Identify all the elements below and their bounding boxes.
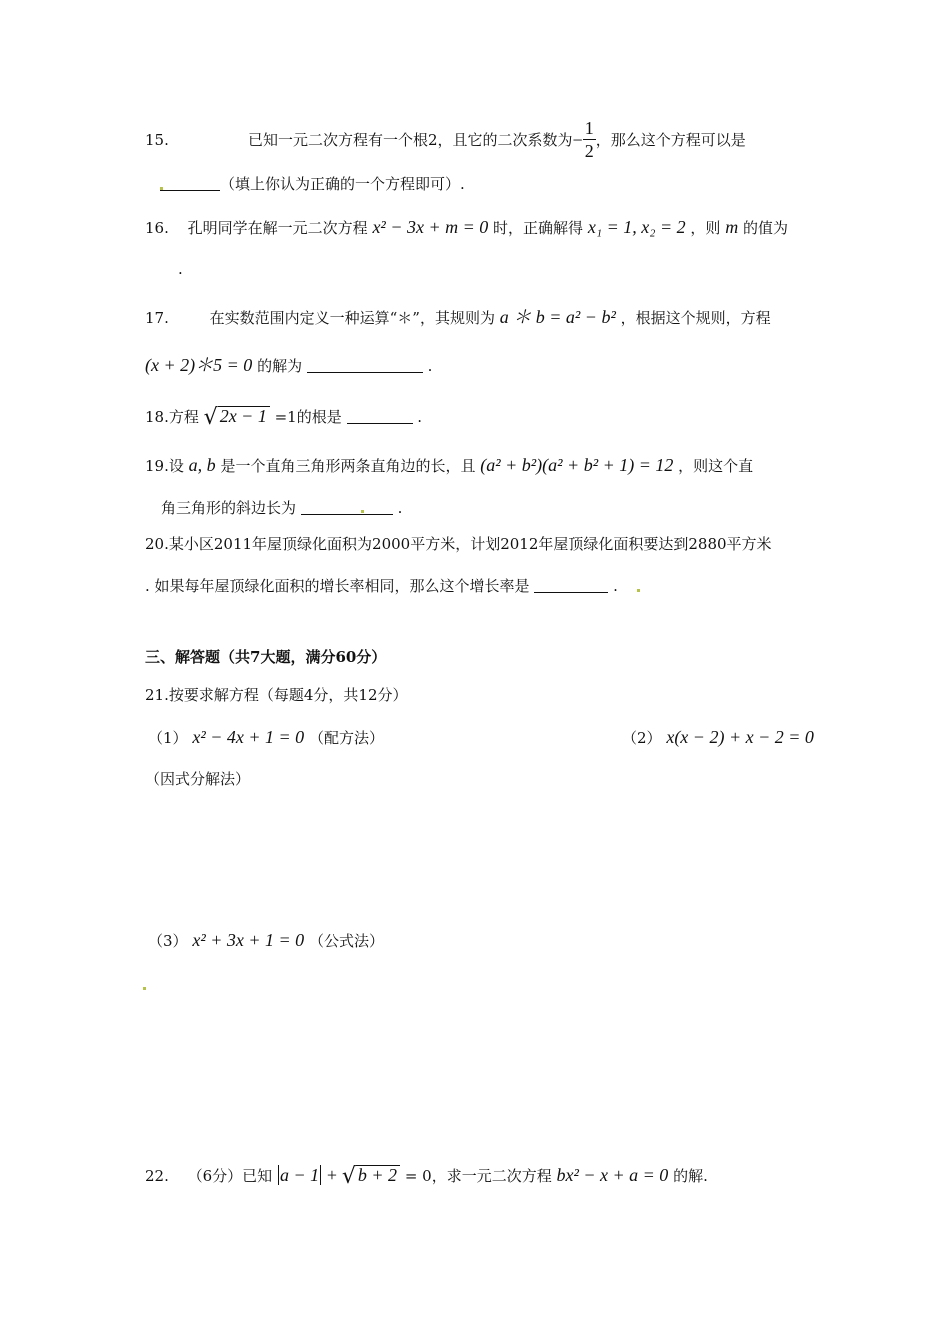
q21-p3-label: （3） [148,932,188,950]
q20-tail: . [613,577,618,595]
q18-tail: . [417,408,423,426]
q20-number: 20. [145,535,169,553]
q22-equation: bx² − x + a = 0 [556,1165,669,1185]
q19-text-a: 设 [168,457,184,475]
q16-line1 [145,218,788,236]
q15-line1 [248,118,746,162]
q16-text-b: 时，正确解得 [493,219,584,237]
decoration-dot [637,589,640,592]
q18-radicand: 2x − 1 [218,406,270,425]
q19-equation: (a² + b²)(a² + b² + 1) = 12 [480,455,674,475]
q20-text-b: . 如果每年屋顶绿化面积的增长率相同，那么这个增长率是 [145,577,530,595]
q20-line1 [145,537,772,552]
q16-text-a: 孔明同学在解一元二次方程 [187,219,368,237]
q15-frac-sign: − [572,130,583,150]
abs-bar-left [278,1165,279,1185]
q15-number: 15. [145,131,169,149]
q16-text-d: 的值为 [743,219,789,237]
abs-bar-right [320,1165,321,1185]
decoration-dot [160,187,163,190]
q17-text-c: 的解为 [257,357,303,375]
q19-text-d: 角三角形的斜边长为 [161,499,297,517]
q19-text-b: 是一个直角三角形两条直角边的长，且 [220,457,476,475]
q17-equation: (x + 2)＊5 = 0 [145,355,253,375]
q22-text-a: = 0，求一元二次方程 [404,1167,552,1185]
q15-text-b: ，那么这个方程可以是 [595,130,746,149]
q15-frac-numerator: 1 [584,118,594,138]
q18-answer-blank[interactable] [347,409,413,424]
q18-line [145,406,422,429]
q21-p3-method: （公式法） [308,932,384,950]
q21-p2-equation: x(x − 2) + x − 2 = 0 [666,727,814,747]
q17-answer-blank[interactable] [307,358,423,373]
q22-line [145,1165,708,1188]
q18-text-b: =1的根是 [274,408,342,426]
q15-line2 [160,176,465,192]
q22-score: （6分）已知 [187,1167,273,1185]
q21-part1 [148,728,384,746]
decoration-dot [143,987,146,990]
q19-line1 [145,456,753,474]
sqrt-radical-icon: √ [341,1164,356,1189]
q17-number: 17. [145,309,169,327]
q16-roots: x₁ = 1, x₂ = 2 [587,217,686,237]
q21-p2-label: （2） [622,729,662,747]
q15-frac-denominator: 2 [584,141,594,161]
sqrt-radical-icon: √ [203,405,218,430]
q22-abs: a − 1 [279,1165,320,1185]
q21-p1-equation: x² − 4x + 1 = 0 [192,727,305,747]
q21-part2 [622,728,814,746]
q16-tail: . [178,260,183,278]
q15-fraction [583,118,596,162]
q17-line2 [145,356,432,374]
q22-plus: + [326,1165,338,1185]
decoration-dot [361,510,364,513]
q16-text-c: ，则 [690,219,721,237]
q21-title: 21.按要求解方程（每题4分，共12分） [145,686,408,704]
q20-text-a: 某小区2011年屋顶绿化面积为2000平方米，计划2012年屋顶绿化面积要达到2880平方米 [168,535,772,553]
q21-p1-label: （1） [148,729,188,747]
q22-text-b: 的解. [673,1167,708,1185]
q16-number: 16. [145,219,169,237]
q18-number: 18. [145,408,169,426]
q21-p3-equation: x² + 3x + 1 = 0 [192,930,305,950]
q16-var: m [725,217,739,237]
q22-radicand: b + 2 [356,1165,400,1184]
q15-answer-blank[interactable] [160,176,220,191]
q17-tail: . [427,357,433,375]
q17-rule: a ＊ b = a² − b² [499,307,616,327]
q17-text-a: 在实数范围内定义一种运算“＊”，其规则为 [209,309,495,327]
q21-part3 [148,931,384,949]
q21-p1-method: （配方法） [308,729,384,747]
q19-text-c: ，则这个直 [678,457,754,475]
q21-p2-method: （因式分解法） [145,770,251,788]
section3-title: 三、解答题（共7大题，满分60分） [145,648,387,666]
q16-equation: x² − 3x + m = 0 [372,217,489,237]
q15-text-c: （填上你认为正确的一个方程即可）. [220,175,465,193]
q17-line1 [145,308,771,326]
q20-line2 [145,578,618,594]
q18-text-a: 方程 [168,408,199,426]
q22-number: 22. [145,1167,169,1185]
q17-text-b: ，根据这个规则，方程 [620,309,771,327]
q15-text-a: 已知一元二次方程有一个根2，且它的二次系数为 [248,130,573,149]
q19-tail: . [397,499,403,517]
q19-number: 19. [145,457,169,475]
q20-answer-blank[interactable] [534,578,608,593]
q19-answer-blank[interactable] [301,500,393,515]
q19-vars: a, b [188,455,216,475]
q19-line2 [161,500,402,516]
